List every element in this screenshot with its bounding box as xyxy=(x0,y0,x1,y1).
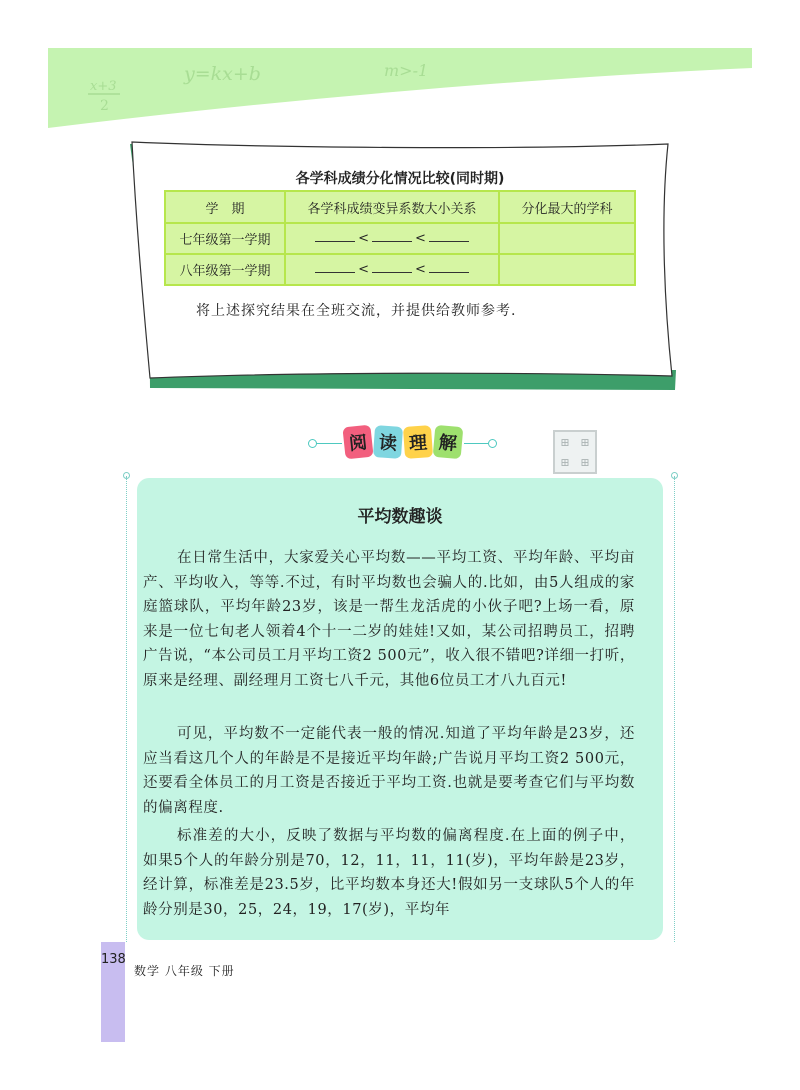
header-relation: 各学科成绩变异系数大小关系 xyxy=(285,191,499,223)
formula-linear: y=kx+b xyxy=(184,63,261,85)
fill-blank xyxy=(372,262,412,273)
table-title: 各学科成绩分化情况比较(同时期) xyxy=(295,171,505,187)
term-cell: 七年级第一学期 xyxy=(165,223,285,254)
header-term: 学 期 xyxy=(165,191,285,223)
heading-tile: 解 xyxy=(433,425,464,459)
formula-inequality: m>-1 xyxy=(384,61,429,80)
header-max-subject: 分化最大的学科 xyxy=(499,191,635,223)
book-title: 数学 八年级 下册 xyxy=(134,964,235,978)
decor-dotted-line-left xyxy=(126,476,127,942)
seal-stamp-icon: ⊞ ⊞ ⊞ ⊞ xyxy=(553,430,597,474)
less-than: < xyxy=(415,262,426,277)
article-paragraph: 标准差的大小，反映了数据与平均数的偏离程度.在上面的例子中，如果5个人的年龄分别是70，12，11，11，11(岁)，平均年龄是23岁，经计算，标准差是23.5岁，比平均数本身还大!假如另一支球队5个人的年龄分别是30，25，24，19，17(岁)，平均年 xyxy=(143,828,635,918)
fill-blank xyxy=(429,231,469,242)
relation-cell xyxy=(285,223,499,254)
table-row xyxy=(165,223,635,254)
term-cell: 八年级第一学期 xyxy=(165,254,285,285)
relation-cell xyxy=(285,254,499,285)
fill-blank xyxy=(315,231,355,242)
comparison-table xyxy=(164,190,636,286)
fill-blank xyxy=(429,262,469,273)
heading-tile: 读 xyxy=(373,425,403,459)
article-paragraph: 可见，平均数不一定能代表一般的情况.知道了平均年龄是23岁，还应当看这几个人的年龄是不是接近平均年龄;广告说月平均工资2 500元，还要看全体员工的月工资是否接近于平均工资.也就是要考查它们与平均数的偏离程度. xyxy=(143,726,635,816)
decor-dotted-line-right xyxy=(674,476,675,942)
heading-line-left xyxy=(316,443,342,444)
fill-blank xyxy=(315,262,355,273)
formula-fraction-denominator: 2 xyxy=(100,98,109,114)
instruction-note: 将上述探究结果在全班交流，并提供给教师参考. xyxy=(196,303,517,319)
heading-dot-right xyxy=(488,439,497,448)
max-subject-cell xyxy=(499,223,635,254)
heading-tile: 阅 xyxy=(342,425,373,460)
header-banner xyxy=(48,48,752,128)
max-subject-cell xyxy=(499,254,635,285)
article-paragraph: 在日常生活中，大家爱关心平均数——平均工资、平均年龄、平均亩产、平均收入，等等.不过，有时平均数也会骗人的.比如，由5人组成的家庭篮球队，平均年龄23岁，该是一帮生龙活虎的小伙子吧?上场一看，原来是一位七旬老人领着4个十一二岁的娃娃!又如，某公司招聘员工，招聘广告说，“本公司员工月平均工资2 500元”，收入很不错吧?详细一打听，原来是经理、副经理月工资七八千元，其他6位员工才八九百元! xyxy=(143,550,635,689)
heading-tile: 理 xyxy=(403,425,433,459)
less-than: < xyxy=(415,231,426,246)
fill-blank xyxy=(372,231,412,242)
heading-line-right xyxy=(464,443,488,444)
formula-fraction-numerator: x+3 xyxy=(90,79,117,94)
reading-article-box xyxy=(137,478,663,940)
table-row xyxy=(165,254,635,285)
less-than: < xyxy=(358,262,369,277)
page-number: 138 xyxy=(101,952,126,967)
article-title: 平均数趣谈 xyxy=(357,507,443,527)
reading-section-heading xyxy=(312,422,492,466)
table-header-row xyxy=(165,191,635,223)
less-than: < xyxy=(358,231,369,246)
